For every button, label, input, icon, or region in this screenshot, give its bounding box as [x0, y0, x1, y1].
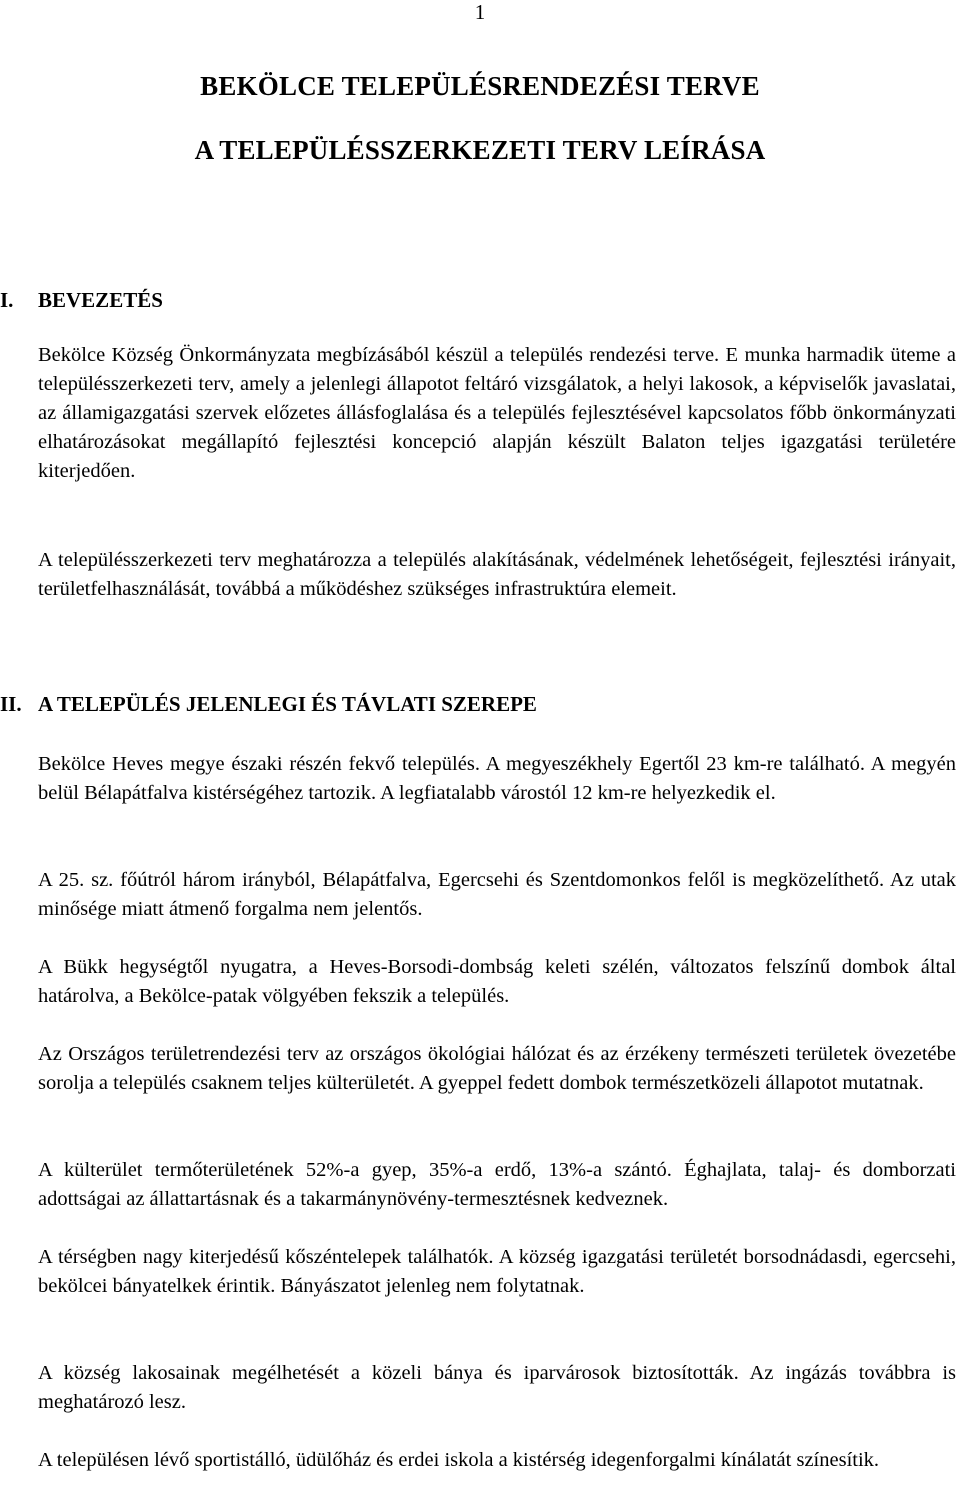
paragraph: Bekölce Heves megye északi részén fekvő település. A megyeszékhely Egertől 23 km-re található. A megyén belül Bélapátfalva kistérségéhez tartozik. A legfiatalabb várostól 12 km-re helyezkedik el. [38, 753, 956, 804]
paragraph: A településszerkezeti terv meghatározza a település alakításának, védelmének lehetőségeit, fejlesztési irányait, területfelhasználását, továbbá a működéshez szükséges infrastruktúra elemeit. [38, 549, 956, 600]
page-number: 1 [474, 0, 486, 24]
document-subtitle: A TELEPÜLÉSSZERKEZETI TERV LEÍRÁSA [194, 135, 766, 165]
paragraph: A külterület termőterületének 52%-a gyep, 35%-a erdő, 13%-a szántó. Éghajlata, talaj- és domborzati adottságai az állattartásnak és a takarmánynövény-termesztésnek kedveznek. [38, 1159, 956, 1210]
paragraph: Bekölce Község Önkormányzata megbízásából készül a település rendezési terve. E munka harmadik üteme a településszerkezeti terv, amely a jelenlegi állapotot feltáró vizsgálatok, a helyi lakosok, a képviselők javaslatai, az államigazgatási szervek előzetes állásfoglalása és a település fejlesztésével kapcsolatos főbb önkormányzati elhatározásokat megállapító fejlesztési koncepció alapján készült Balaton teljes igazgatási területére kiterjedően. [38, 344, 956, 482]
paragraph: A község lakosainak megélhetését a közeli bánya és iparvárosok biztosították. Az ingázás továbbra is meghatározó lesz. [38, 1362, 956, 1413]
paragraph: A 25. sz. főútról három irányból, Bélapátfalva, Egercsehi és Szentdomonkos felől is megközelíthető. Az utak minősége miatt átmenő forgalma nem jelentős. [38, 869, 956, 920]
paragraph: A Bükk hegységtől nyugatra, a Heves-Borsodi-dombság keleti szélén, változatos felszínű dombok által határolva, a Bekölce-patak völgyében fekszik a település. [38, 956, 956, 1007]
paragraph: A térségben nagy kiterjedésű kőszéntelepek találhatók. A község igazgatási területét borsodnádasdi, egercsehi, bekölcei bányatelkek érintik. Bányászatot jelenleg nem folytatnak. [38, 1246, 956, 1297]
paragraph: Az Országos területrendezési terv az országos ökológiai hálózat és az érzékeny természeti területek övezetébe sorolja a település csaknem teljes külterületét. A gyeppel fedett dombok természetközeli állapotot mutatnak. [38, 1043, 956, 1094]
section-number: I. [0, 288, 14, 312]
paragraph: A településen lévő sportistálló, üdülőház és erdei iskola a kistérség idegenforgalmi kínálatát színesítik. [38, 1449, 880, 1471]
section-number: II. [0, 692, 22, 716]
section-title: BEVEZETÉS [38, 288, 163, 312]
document-title: BEKÖLCE TELEPÜLÉSRENDEZÉSI TERVE [200, 71, 760, 101]
section-title: A TELEPÜLÉS JELENLEGI ÉS TÁVLATI SZEREPE [38, 692, 537, 716]
